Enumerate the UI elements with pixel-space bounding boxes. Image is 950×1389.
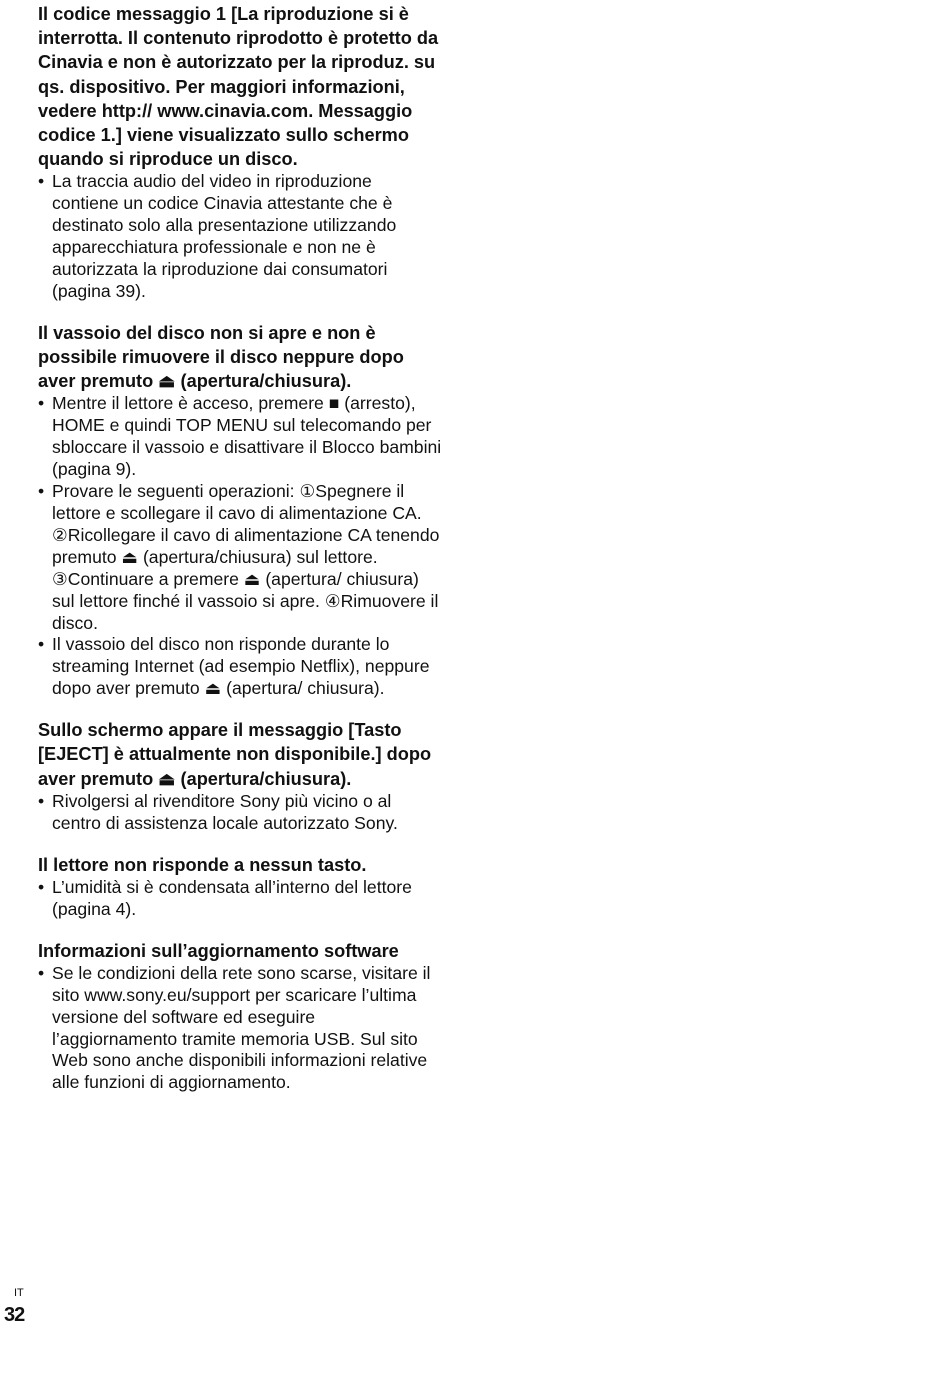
section-tray-not-opening: [38, 321, 443, 700]
manual-page-content: [38, 2, 443, 1112]
bullet-item: • Se le condizioni della rete sono scarse, visitare il sito www.sony.eu/support per scaricare l’ultima versione del software ed eseguire l’aggiornamento tramite memoria USB. Sul sito Web sono anche disponibili informazioni relative alle funzioni di aggiornamento.: [38, 963, 443, 1094]
page-number: 32: [4, 1304, 25, 1326]
bullet-item: • Mentre il lettore è acceso, premere ■ (arresto), HOME e quindi TOP MENU sul telecomando per sbloccare il vassoio e disattivare il Blocco bambini (pagina 9).: [38, 393, 443, 481]
section-heading: Il vassoio del disco non si apre e non è possibile rimuovere il disco neppure dopo aver premuto ⏏ (apertura/chiusura).: [38, 322, 404, 392]
bullet-list: [38, 171, 443, 302]
language-code: IT: [14, 1287, 24, 1299]
bullet-list: [38, 877, 443, 921]
section-heading: Sullo schermo appare il messaggio [Tasto [EJECT] è attualmente non disponibile.] dopo aver premuto ⏏ (apertura/chiusura).: [38, 720, 432, 789]
bullet-list: [38, 791, 443, 835]
bullet-item: • L’umidità si è condensata all’interno del lettore (pagina 4).: [38, 877, 443, 921]
section-eject-unavailable: [38, 718, 443, 834]
section-heading: Il lettore non risponde a nessun tasto.: [38, 854, 367, 875]
section-software-update: [38, 939, 443, 1095]
section-heading: Il codice messaggio 1 [La riproduzione si è interrotta. Il contenuto riprodotto è protetto da Cinavia e non è autorizzato per la riproduz. su qs. dispositivo. Per maggiori informazioni, vedere http:// www.cinavia.com. Messaggio codice 1.] viene visualizzato sullo schermo quando si riproduce un disco.: [38, 4, 439, 170]
section-cinavia-message: [38, 2, 443, 303]
bullet-item: • Il vassoio del disco non risponde durante lo streaming Internet (ad esempio Netflix), neppure dopo aver premuto ⏏ (apertura/ chiusura).: [38, 634, 443, 700]
section-heading: Informazioni sull’aggiornamento software: [38, 940, 399, 961]
bullet-item: • Rivolgersi al rivenditore Sony più vicino o al centro di assistenza locale autorizzato Sony.: [38, 791, 443, 835]
section-no-response: [38, 853, 443, 921]
bullet-item: • La traccia audio del video in riproduzione contiene un codice Cinavia attestante che è destinato solo alla presentazione utilizzando apparecchiatura professionale e non ne è autorizzata la riproduzione dai consumatori (pagina 39).: [38, 171, 443, 302]
bullet-list: [38, 393, 443, 700]
bullet-item: • Provare le seguenti operazioni: ①Spegnere il lettore e scollegare il cavo di alimentazione CA. ②Ricollegare il cavo di alimentazione CA tenendo premuto ⏏ (apertura/chiusura) sul lettore. ③Continuare a premere ⏏ (apertura/ chiusura) sul lettore finché il vassoio si apre. ④Rimuovere il disco.: [38, 481, 443, 634]
bullet-list: [38, 963, 443, 1094]
